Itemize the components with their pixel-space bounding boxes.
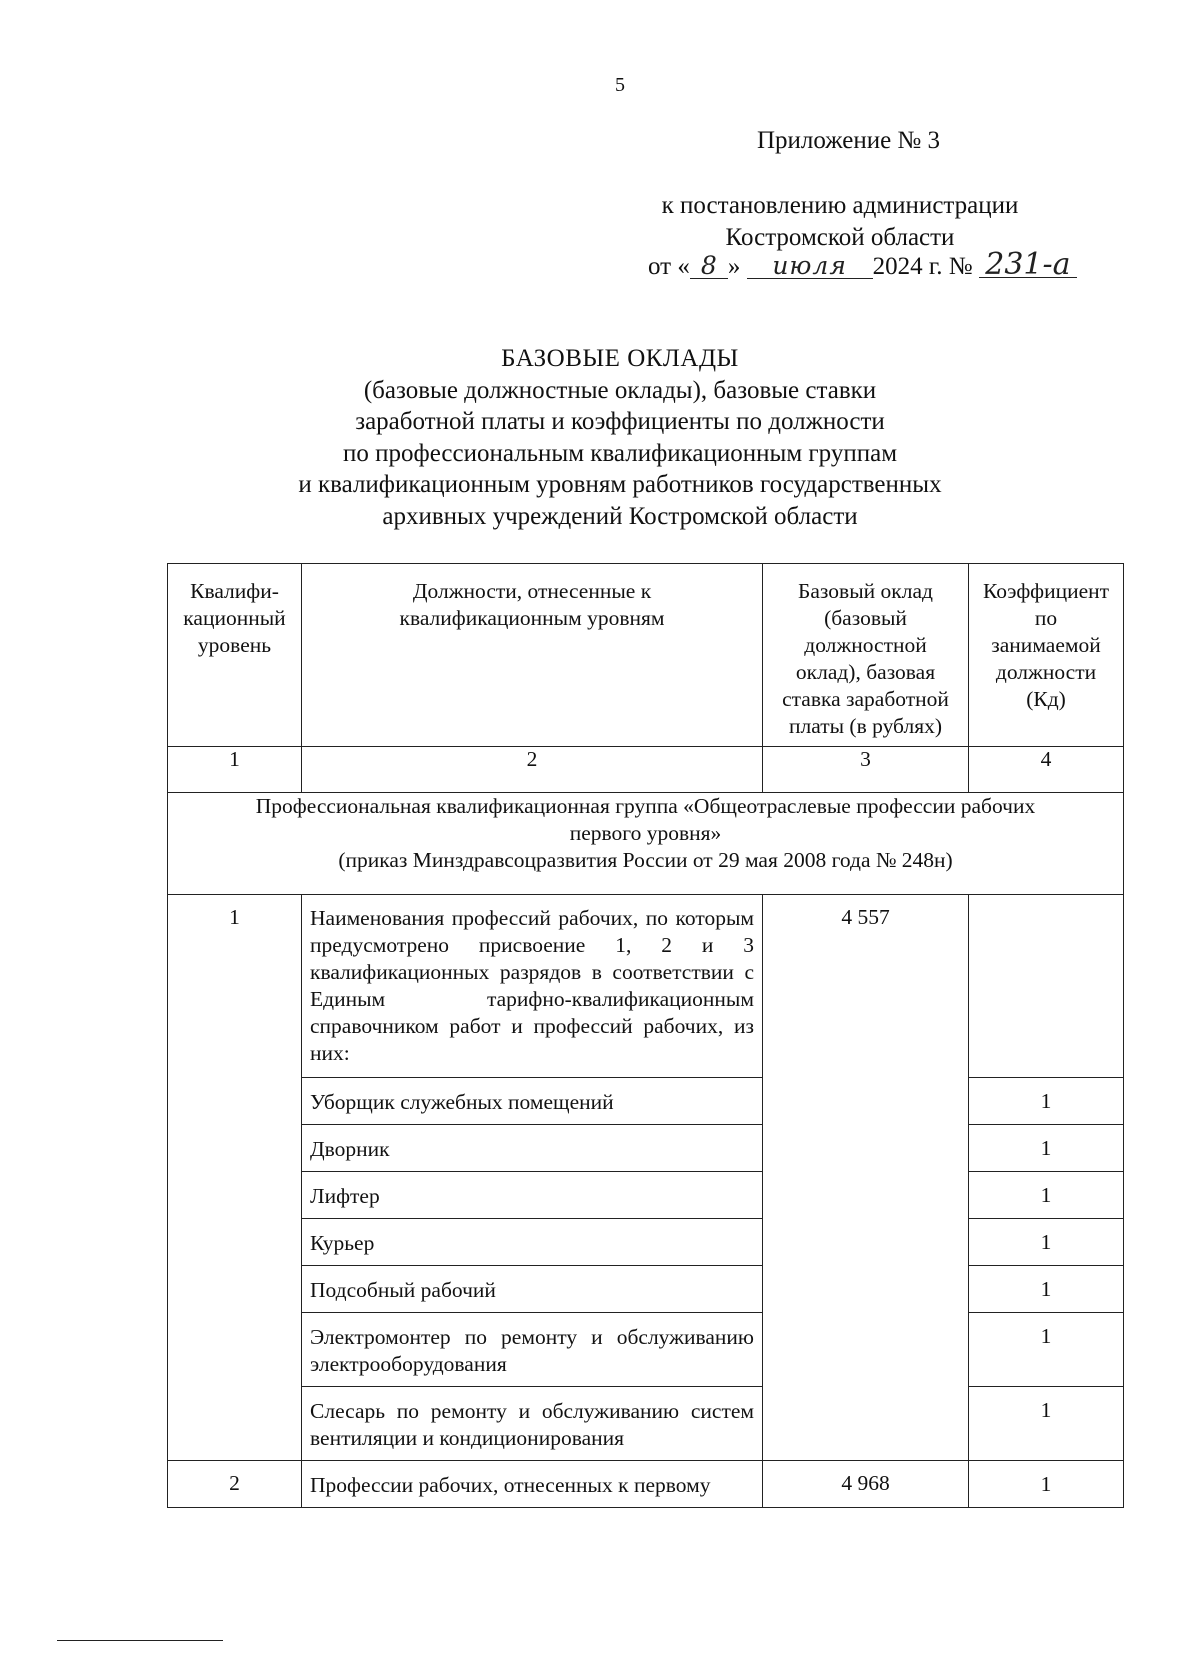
header-salary: Базовый оклад (базовый должностной оклад), базовая ставка заработной платы (в рублях)	[763, 564, 969, 747]
appendix-to-line2: Костромской области	[725, 224, 955, 251]
date-prefix: от «	[648, 253, 690, 280]
table-row	[168, 1172, 1124, 1219]
title-line-4: по профессиональным квалификационным группам	[342, 439, 898, 467]
appendix-to-line1: к постановлению администрации	[661, 192, 1019, 219]
coefficient-cell: 1	[969, 1219, 1124, 1266]
coefficient-cell: 1	[969, 1172, 1124, 1219]
coefficient-cell-empty	[969, 895, 1124, 1078]
salary-table	[167, 563, 1124, 1508]
page-number: 5	[615, 74, 625, 96]
position-name: Слесарь по ремонту и обслуживанию систем вентиляции и кондиционирования	[302, 1387, 763, 1461]
table-row	[168, 1219, 1124, 1266]
coefficient-cell: 1	[969, 1313, 1124, 1387]
handwritten-day: 8	[690, 254, 728, 279]
level-description: Наименования профессий рабочих, по которым предусмотрено присвоение 1, 2 и 3 квалификационных разрядов в соответствии с Единым тарифно-квалификационным справочником работ и профессий рабочих, из них:	[302, 895, 763, 1078]
handwritten-doc-number: 231-а	[979, 253, 1077, 278]
date-year: 2024 г. №	[872, 253, 973, 280]
table-row	[168, 1387, 1124, 1461]
header-coefficient: Коэффициент по занимаемой должности (Кд)	[969, 564, 1124, 747]
title-line-5: и квалификационным уровням работников государственных	[298, 471, 942, 498]
column-number-row	[168, 747, 1124, 793]
column-number: 2	[302, 747, 763, 793]
position-name: Электромонтер по ремонту и обслуживанию электрооборудования	[302, 1313, 763, 1387]
title-line-3: заработной платы и коэффициенты по должности	[355, 408, 885, 435]
table-row	[168, 1266, 1124, 1313]
appendix-reference	[620, 190, 1060, 254]
salary-cell: 4 968	[763, 1461, 969, 1508]
coefficient-cell: 1	[969, 1461, 1124, 1508]
coefficient-cell: 1	[969, 1387, 1124, 1461]
level-description: Профессии рабочих, отнесенных к первому	[302, 1461, 763, 1508]
table-header-row	[168, 564, 1124, 747]
level-cell: 1	[168, 895, 302, 1461]
position-name: Подсобный рабочий	[302, 1266, 763, 1313]
coefficient-cell: 1	[969, 1266, 1124, 1313]
level-cell: 2	[168, 1461, 302, 1508]
header-positions: Должности, отнесенные к квалификационным уровням	[302, 564, 763, 747]
coefficient-cell: 1	[969, 1078, 1124, 1125]
footnote-divider	[57, 1640, 223, 1641]
table-row	[168, 1313, 1124, 1387]
column-number: 4	[969, 747, 1124, 793]
position-name: Курьер	[302, 1219, 763, 1266]
group-title-row	[168, 793, 1124, 895]
salary-cell: 4 557	[763, 895, 969, 1461]
handwritten-month: июля	[747, 254, 873, 279]
title-line-1: БАЗОВЫЕ ОКЛАДЫ	[501, 345, 739, 372]
column-number: 1	[168, 747, 302, 793]
group-title: Профессиональная квалификационная группа «Общеотраслевые профессии рабочих первого уровня» (приказ Минздравсоцразвития России от 29 мая 2008 года № 248н)	[168, 793, 1124, 895]
decree-date-line	[648, 247, 1077, 282]
column-number: 3	[763, 747, 969, 793]
date-mid: »	[727, 253, 741, 280]
title-line-6: архивных учреждений Костромской области	[382, 502, 858, 530]
position-name: Лифтер	[302, 1172, 763, 1219]
document-title	[160, 343, 1080, 532]
appendix-label: Приложение № 3	[757, 127, 941, 154]
table-row	[168, 1078, 1124, 1125]
position-name: Дворник	[302, 1125, 763, 1172]
position-name: Уборщик служебных помещений	[302, 1078, 763, 1125]
table-row	[168, 1461, 1124, 1508]
coefficient-cell: 1	[969, 1125, 1124, 1172]
header-level: Квалифи- кационный уровень	[168, 564, 302, 747]
table-row	[168, 895, 1124, 1078]
table-row	[168, 1125, 1124, 1172]
title-line-2: (базовые должностные оклады), базовые ставки	[363, 376, 877, 404]
